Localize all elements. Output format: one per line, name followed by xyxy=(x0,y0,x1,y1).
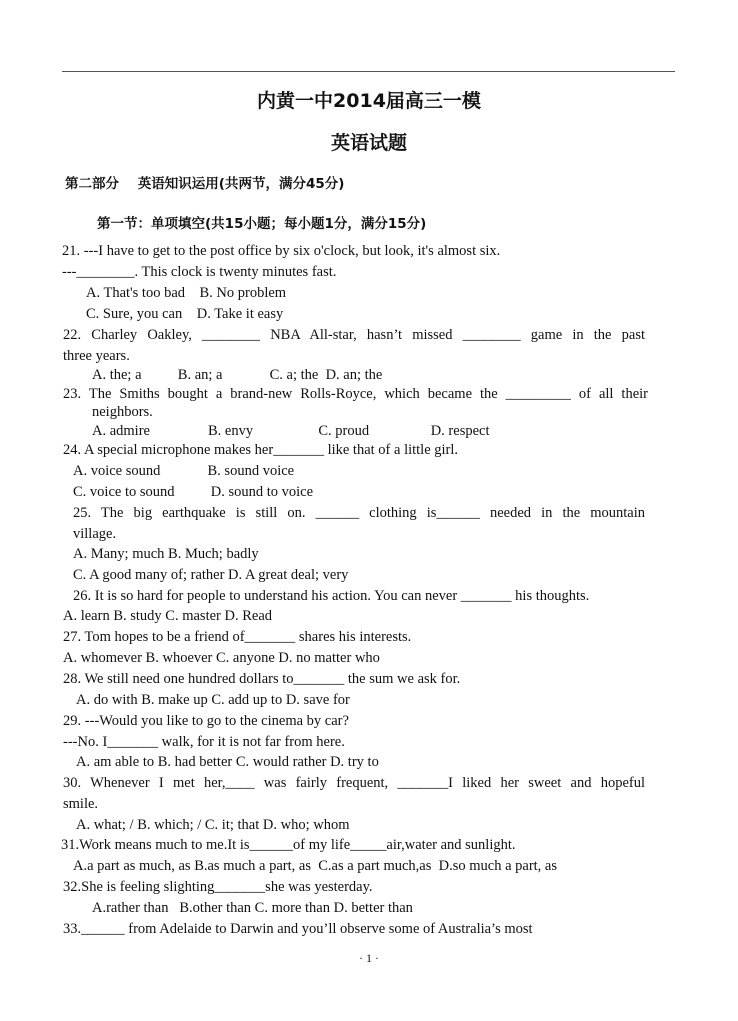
text-line: A. the; a B. an; a C. a; the D. an; the xyxy=(92,367,383,383)
text-line: three years. xyxy=(63,348,130,364)
text-line: 25. The big earthquake is still on. ______ clothing is______ needed in the mountain xyxy=(73,505,645,521)
text-line: C. voice to sound D. sound to voice xyxy=(73,484,314,500)
text-line: C. A good many of; rather D. A great deal; very xyxy=(73,567,349,583)
page-number: · 1 · xyxy=(359,951,379,965)
text-line: 30. Whenever I met her,____ was fairly frequent, _______I liked her sweet and hopeful xyxy=(63,775,645,791)
text-line: A. Many; much B. Much; badly xyxy=(73,546,259,562)
part-heading: 第二部分 英语知识运用(共两节，满分45分) xyxy=(65,176,345,192)
text-line: 29. ---Would you like to go to the cinema by car? xyxy=(63,713,349,729)
text-line: A. do with B. make up C. add up to D. save for xyxy=(76,692,350,708)
text-line: C. Sure, you can D. Take it easy xyxy=(86,306,284,322)
text-line: 21. ---I have to get to the post office by six o'clock, but look, it's almost six. xyxy=(62,243,501,259)
text-line: 26. It is so hard for people to understand his action. You can never _______ his thoughts. xyxy=(73,588,590,604)
text-line: 33.______ from Adelaide to Darwin and you’ll observe some of Australia’s most xyxy=(63,921,533,937)
text-line: A. whomever B. whoever C. anyone D. no matter who xyxy=(63,650,380,666)
text-line: A.a part as much, as B.as much a part, as C.as a part much,as D.so much a part, as xyxy=(73,858,558,874)
text-line: 31.Work means much to me.It is______of my life_____air,water and sunlight. xyxy=(61,837,516,853)
text-line: neighbors. xyxy=(92,404,153,420)
text-line: A. what; / B. which; / C. it; that D. who; whom xyxy=(76,817,350,833)
school-title: 内黄一中2014届高三一模 xyxy=(257,90,481,112)
text-line: A. That's too bad B. No problem xyxy=(86,285,287,301)
text-line: 27. Tom hopes to be a friend of_______ shares his interests. xyxy=(63,629,412,645)
subsection-heading: 第一节：单项填空(共15小题；每小题1分，满分15分) xyxy=(97,216,427,232)
text-line: 22. Charley Oakley, ________ NBA All-star, hasn’t missed ________ game in the past xyxy=(63,327,645,343)
text-line: 28. We still need one hundred dollars to_______ the sum we ask for. xyxy=(63,671,461,687)
text-line: ---________. This clock is twenty minutes fast. xyxy=(62,264,337,280)
subject-title: 英语试题 xyxy=(330,132,407,154)
text-line: A. learn B. study C. master D. Read xyxy=(63,608,273,624)
text-line: village. xyxy=(73,526,117,542)
text-line: smile. xyxy=(63,796,99,812)
text-line: 32.She is feeling slighting_______she was yesterday. xyxy=(63,879,373,895)
text-line: A. voice sound B. sound voice xyxy=(73,463,295,479)
text-line: A.rather than B.other than C. more than D. better than xyxy=(92,900,413,916)
text-line: A. am able to B. had better C. would rather D. try to xyxy=(76,754,379,770)
header-rule xyxy=(62,71,675,72)
text-line: 24. A special microphone makes her_______ like that of a little girl. xyxy=(63,442,459,458)
text-line: 23. The Smiths bought a brand-new Rolls-Royce, which became the _________ of all their xyxy=(63,386,648,402)
text-line: A. admire B. envy C. proud D. respect xyxy=(92,423,490,439)
text-line: ---No. I_______ walk, for it is not far from here. xyxy=(63,734,345,750)
